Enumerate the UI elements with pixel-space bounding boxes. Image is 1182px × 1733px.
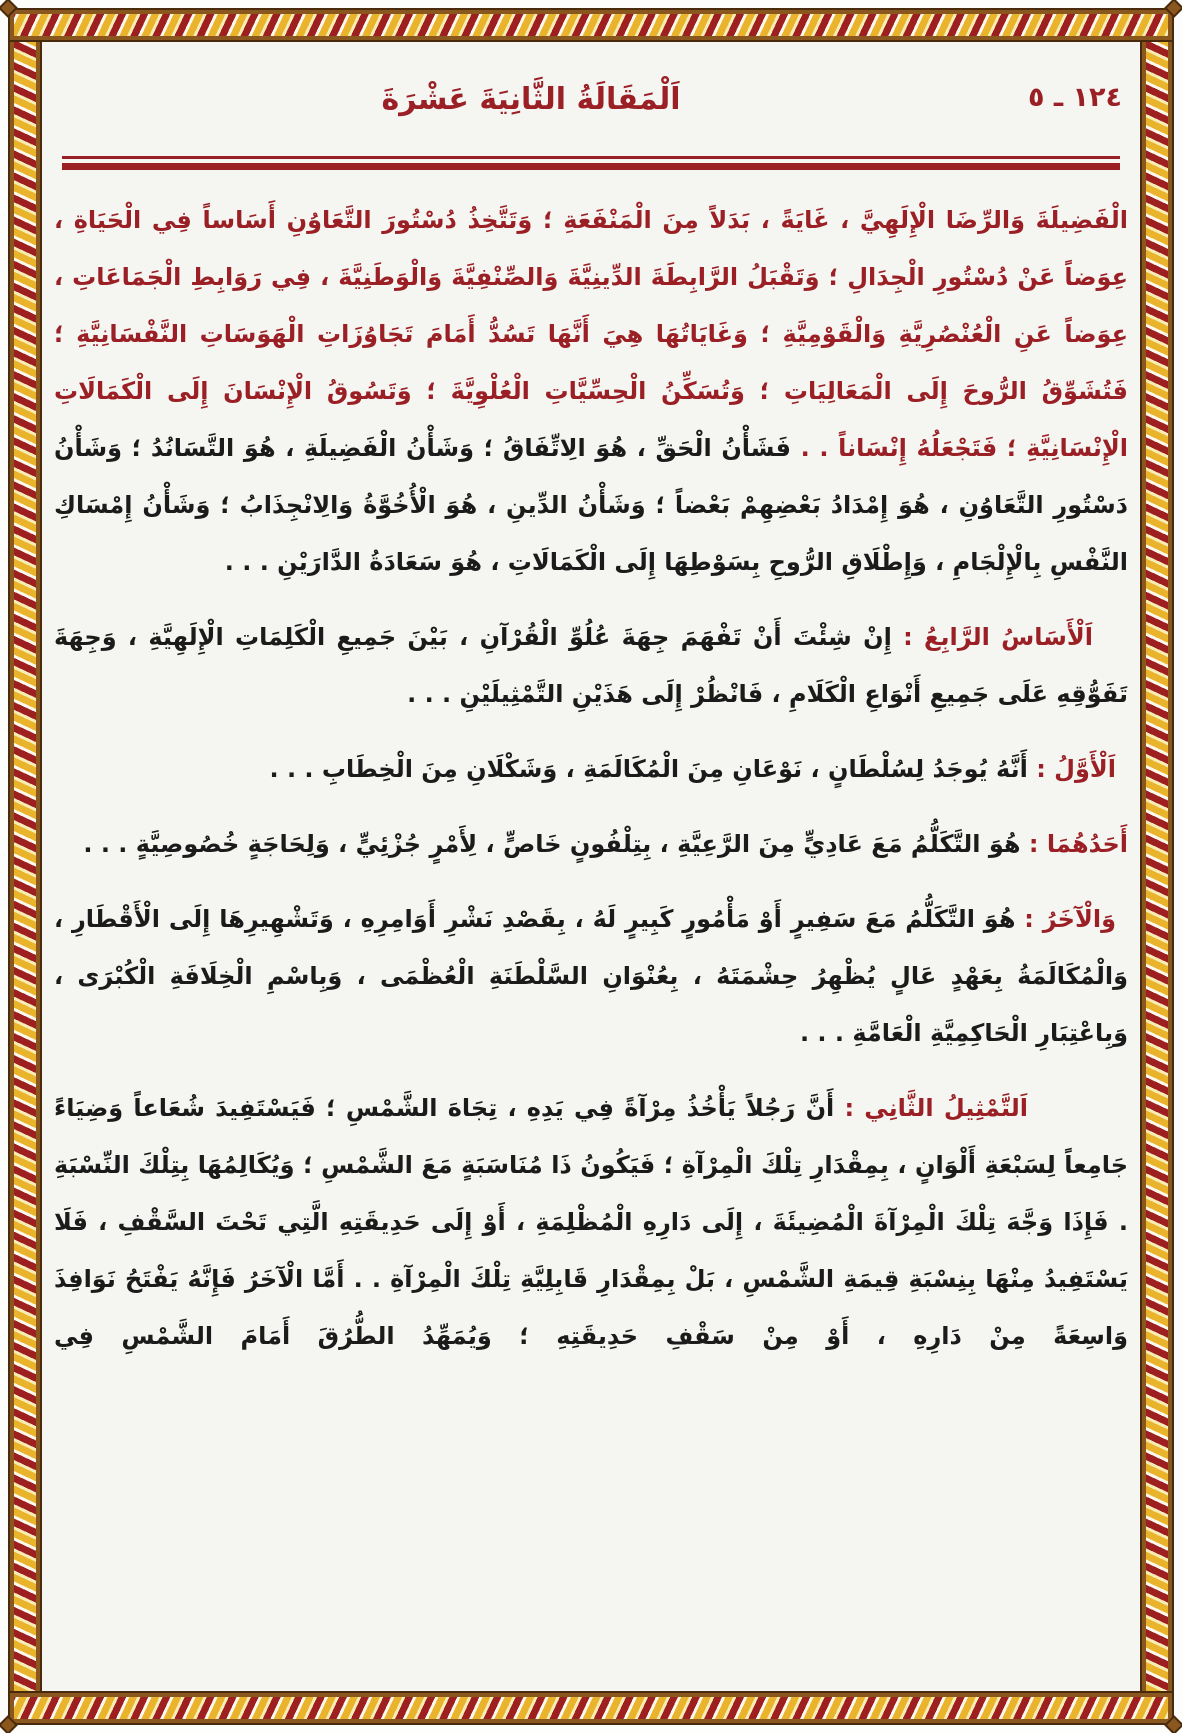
border-ornament-bottom [8, 1691, 1174, 1725]
section-heading-fourth-foundation: اَلْأَسَاسُ الرَّابِعُ : [891, 623, 1094, 651]
border-ornament-left [8, 8, 42, 1725]
paragraph-second-parable [54, 1080, 1128, 1365]
paragraph-the-other [54, 891, 1128, 1062]
header-divider-rule [62, 156, 1120, 170]
paragraph-first-example [54, 741, 1128, 798]
body-run: هُوَ التَّكَلُّمُ مَعَ عَادِيٍّ مِنَ الرَّعِيَّةِ ، بِتِلْفُونٍ خَاصٍّ ، لِأَمْرٍ جُزْئِيٍّ ، وَلِحَاجَةٍ خُصُوصِيَّةٍ . . . [83, 830, 1021, 858]
body-run: أَنَّ رَجُلاً يَأْخُذُ مِرْآةً فِي يَدِهِ ، تِجَاهَ الشَّمْسِ ؛ فَيَسْتَفِيدَ شُعَاعاً وَضِيَاءً جَامِعاً لِسَبْعَةِ أَلْوَانٍ ، بِمِقْدَارِ تِلْكَ الْمِرْآةِ ؛ فَيَكُونُ ذَا مُنَاسَبَةٍ مَعَ الشَّمْسِ ؛ وَيُكَالِمُهَا بِتِلْكَ النِّسْبَةِ . فَإِذَا وَجَّهَ تِلْكَ الْمِرْآةَ الْمُضِيئَةَ ، إِلَى دَارِهِ الْمُظْلِمَةِ ، أَوْ إِلَى حَدِيقَتِهِ الَّتِي تَحْتَ السَّقْفِ ، فَلَا يَسْتَفِيدُ مِنْهَا بِنِسْبَةِ قِيمَةِ الشَّمْسِ ، بَلْ بِمِقْدَارِ قَابِلِيَّةِ تِلْكَ الْمِرْآةِ . . أَمَّا الْآخَرُ فَإِنَّهُ يَفْتَحُ نَوَافِذَ وَاسِعَةً مِنْ دَارِهِ ، أَوْ مِنْ سَقْفِ حَدِيقَتِهِ ؛ وَيُمَهِّدُ الطُّرُقَ أَمَامَ الشَّمْسِ فِي [54, 1094, 1128, 1350]
page-header [54, 68, 1128, 140]
border-ornament-top [8, 8, 1174, 42]
page-title: اَلْمَقَالَةُ الثَّانِيَةَ عَشْرَةَ [381, 82, 681, 117]
body-run: هُوَ التَّكَلُّمُ مَعَ سَفِيرٍ أَوْ مَأْمُورٍ كَبِيرٍ لَهُ ، بِقَصْدِ نَشْرِ أَوَامِرِهِ ، وَتَشْهِيرِهَا إِلَى الْأَقْطَارِ ، وَالْمُكَالَمَةُ بِعَهْدٍ عَالٍ يُظْهِرُ حِشْمَتَهُ ، بِعُنْوَانِ السَّلْطَنَةِ الْعُظْمَى ، وَبِاسْمِ الْخِلَافَةِ الْكُبْرَى ، وَبِاعْتِبَارِ الْحَاكِمِيَّةِ الْعَامَّةِ . . . [54, 905, 1128, 1047]
body-run: أَنَّهُ يُوجَدُ لِسُلْطَانٍ ، نَوْعَانِ مِنَ الْمُكَالَمَةِ ، وَشَكْلَانِ مِنَ الْخِطَابِ . . . [269, 755, 1028, 783]
section-heading-one-of-them: أَحَدُهُمَا : [1020, 830, 1128, 858]
section-heading-second-parable: اَلتَّمْثِيلُ الثَّانِي : [834, 1094, 1028, 1122]
paragraph-one-of-them [54, 816, 1128, 873]
body-run: فَشَأْنُ الْحَقِّ ، هُوَ الِاتِّفَاقُ ؛ وَشَأْنُ الْفَضِيلَةِ ، هُوَ التَّسَانُدُ ؛ وَشَأْنُ دَسْتُورِ التَّعَاوُنِ ، هُوَ إِمْدَادُ بَعْضِهِمْ بَعْضاً ؛ وَشَأْنُ الدِّينِ ، هُوَ الْأُخُوَّةُ وَالِانْجِذَابُ ؛ وَشَأْنُ إِمْسَاكِ النَّفْسِ بِالْإِلْجَامِ ، وَإِطْلَاقِ الرُّوحِ بِسَوْطِهَا إِلَى الْكَمَالَاتِ ، هُوَ سَعَادَةُ الدَّارَيْنِ . . . [54, 434, 1128, 576]
paragraph-continuation [54, 192, 1128, 591]
paragraph-fourth-foundation [54, 609, 1128, 723]
red-emphasis-text: الْفَضِيلَةَ وَالرِّضَا الْإِلَهِيَّ ، غَايَةً ، بَدَلاً مِنَ الْمَنْفَعَةِ ؛ وَتَتَّخِذُ دُسْتُورَ التَّعَاوُنِ أَسَاساً فِي الْحَيَاةِ ، عِوَضاً عَنْ دُسْتُورِ الْجِدَالِ ؛ وَتَقْبَلُ الرَّابِطَةَ الدِّينِيَّةَ وَالصِّنْفِيَّةَ وَالْوَطَنِيَّةَ ، فِي رَوَابِطِ الْجَمَاعَاتِ ، عِوَضاً عَنِ الْعُنْصُرِيَّةِ وَالْقَوْمِيَّةِ ؛ وَغَايَاتُهَا هِيَ أَنَّهَا تَسُدُّ أَمَامَ تَجَاوُزَاتِ الْهَوَسَاتِ النَّفْسَانِيَّةِ ؛ فَتُشَوِّقُ الرُّوحَ إِلَى الْمَعَالِيَاتِ ؛ وَتُسَكِّنُ الْحِسِّيَّاتِ الْعُلْوِيَّةَ ؛ وَتَسُوقُ الْإِنْسَانَ إِلَى الْكَمَالَاتِ الْإِنْسَانِيَّةِ ؛ فَتَجْعَلُهُ إِنْسَاناً . . [54, 206, 1128, 462]
page-content [42, 42, 1140, 1691]
body-run: إِنْ شِئْتَ أَنْ تَفْهَمَ جِهَةَ عُلُوِّ الْقُرْآنِ ، بَيْنَ جَمِيعِ الْكَلِمَاتِ الْإِلَهِيَّةِ ، وَجِهَةَ تَفَوُّقِهِ عَلَى جَمِيعِ أَنْوَاعِ الْكَلَامِ ، فَانْظُرْ إِلَى هَذَيْنِ التَّمْثِيلَيْنِ . . . [54, 623, 1128, 708]
body-text [54, 192, 1128, 1365]
section-heading-the-other: وَالْآخَرُ : [1015, 905, 1116, 933]
page-number: ١٢٤ ـ ٥ [1028, 82, 1122, 113]
border-ornament-right [1140, 8, 1174, 1725]
section-heading-first: اَلْأَوَّلُ : [1027, 755, 1116, 783]
